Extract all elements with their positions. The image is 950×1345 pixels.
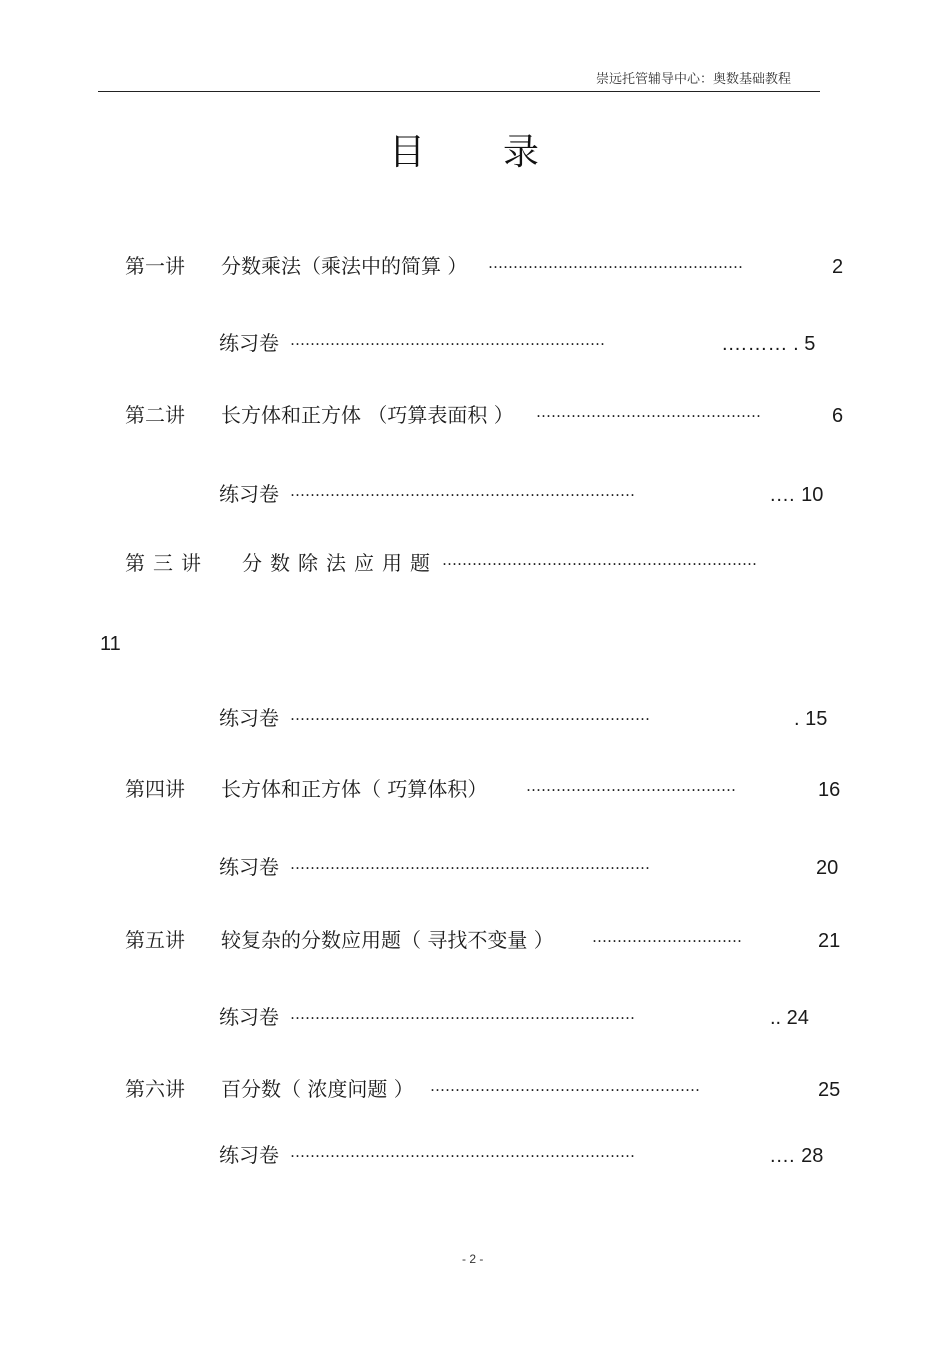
toc-practice-5-page: .. 24: [770, 1007, 809, 1029]
toc-lecture-6-title: 百分数（ 浓度问题 ）: [221, 1077, 414, 1101]
toc-lecture-4-label: 第四讲: [125, 777, 185, 801]
toc-lecture-5-label: 第五讲: [125, 928, 185, 952]
toc-lecture-1-page: 2: [832, 256, 844, 278]
page-number-footer: - 2 -: [462, 1252, 484, 1266]
page-title-char-1: 目: [389, 132, 426, 173]
toc-lecture-4-leader: ……………………………………: [526, 777, 736, 795]
toc-practice-2-page: .… 10: [770, 484, 824, 506]
toc-practice-1-page: .……… . 5: [722, 333, 816, 355]
page-title-char-2: 录: [503, 132, 540, 173]
toc-lecture-3-page: 11: [100, 633, 121, 655]
toc-lecture-2-title: 长方体和正方体 （巧算表面积 ）: [221, 403, 514, 427]
toc-lecture-5-leader: …………………………: [592, 928, 742, 946]
toc-practice-4-label: 练习卷: [219, 855, 279, 879]
toc-practice-5-label: 练习卷: [219, 1005, 279, 1029]
toc-practice-6-leader: ……………………………………………………………: [290, 1143, 635, 1161]
toc-practice-3-page: . 15: [794, 708, 828, 730]
toc-lecture-4-title: 长方体和正方体（ 巧算体积）: [221, 777, 488, 801]
toc-lecture-6-page: 25: [818, 1079, 841, 1101]
toc-practice-2-label: 练习卷: [219, 482, 279, 506]
toc-practice-1-label: 练习卷: [219, 331, 279, 355]
toc-practice-5-leader: ……………………………………………………………: [290, 1005, 635, 1023]
running-header: 崇远托管辅导中心：奥数基础教程: [596, 72, 792, 87]
toc-practice-3-label: 练习卷: [219, 706, 279, 730]
toc-lecture-3-title: 分数除法应用题: [242, 551, 438, 575]
toc-lecture-2-leader: ………………………………………: [536, 403, 761, 421]
toc-lecture-6-label: 第六讲: [125, 1077, 185, 1101]
toc-lecture-4-page: 16: [818, 779, 841, 801]
toc-practice-6-label: 练习卷: [219, 1143, 279, 1167]
toc-lecture-3-leader: ………………………………………………………: [442, 551, 757, 569]
toc-practice-4-page: 20: [816, 857, 839, 879]
toc-lecture-1-label: 第一讲: [125, 254, 185, 278]
header-rule: [98, 91, 820, 92]
toc-lecture-2-page: 6: [832, 405, 844, 427]
toc-practice-2-leader: ……………………………………………………………: [290, 482, 635, 500]
toc-lecture-3-label: 第三讲: [125, 551, 209, 575]
toc-practice-1-leader: ………………………………………………………: [290, 331, 605, 349]
toc-practice-6-page: .… 28: [770, 1145, 824, 1167]
toc-lecture-1-title: 分数乘法（乘法中的简算 ）: [221, 254, 468, 278]
toc-lecture-5-page: 21: [818, 930, 841, 952]
toc-lecture-5-title: 较复杂的分数应用题（ 寻找不变量 ）: [221, 928, 554, 952]
toc-lecture-6-leader: ………………………………………………: [430, 1077, 700, 1095]
toc-lecture-2-label: 第二讲: [125, 403, 185, 427]
toc-practice-4-leader: ………………………………………………………………: [290, 855, 650, 873]
toc-practice-3-leader: ………………………………………………………………: [290, 706, 650, 724]
toc-lecture-1-leader: ……………………………………………: [488, 254, 743, 272]
